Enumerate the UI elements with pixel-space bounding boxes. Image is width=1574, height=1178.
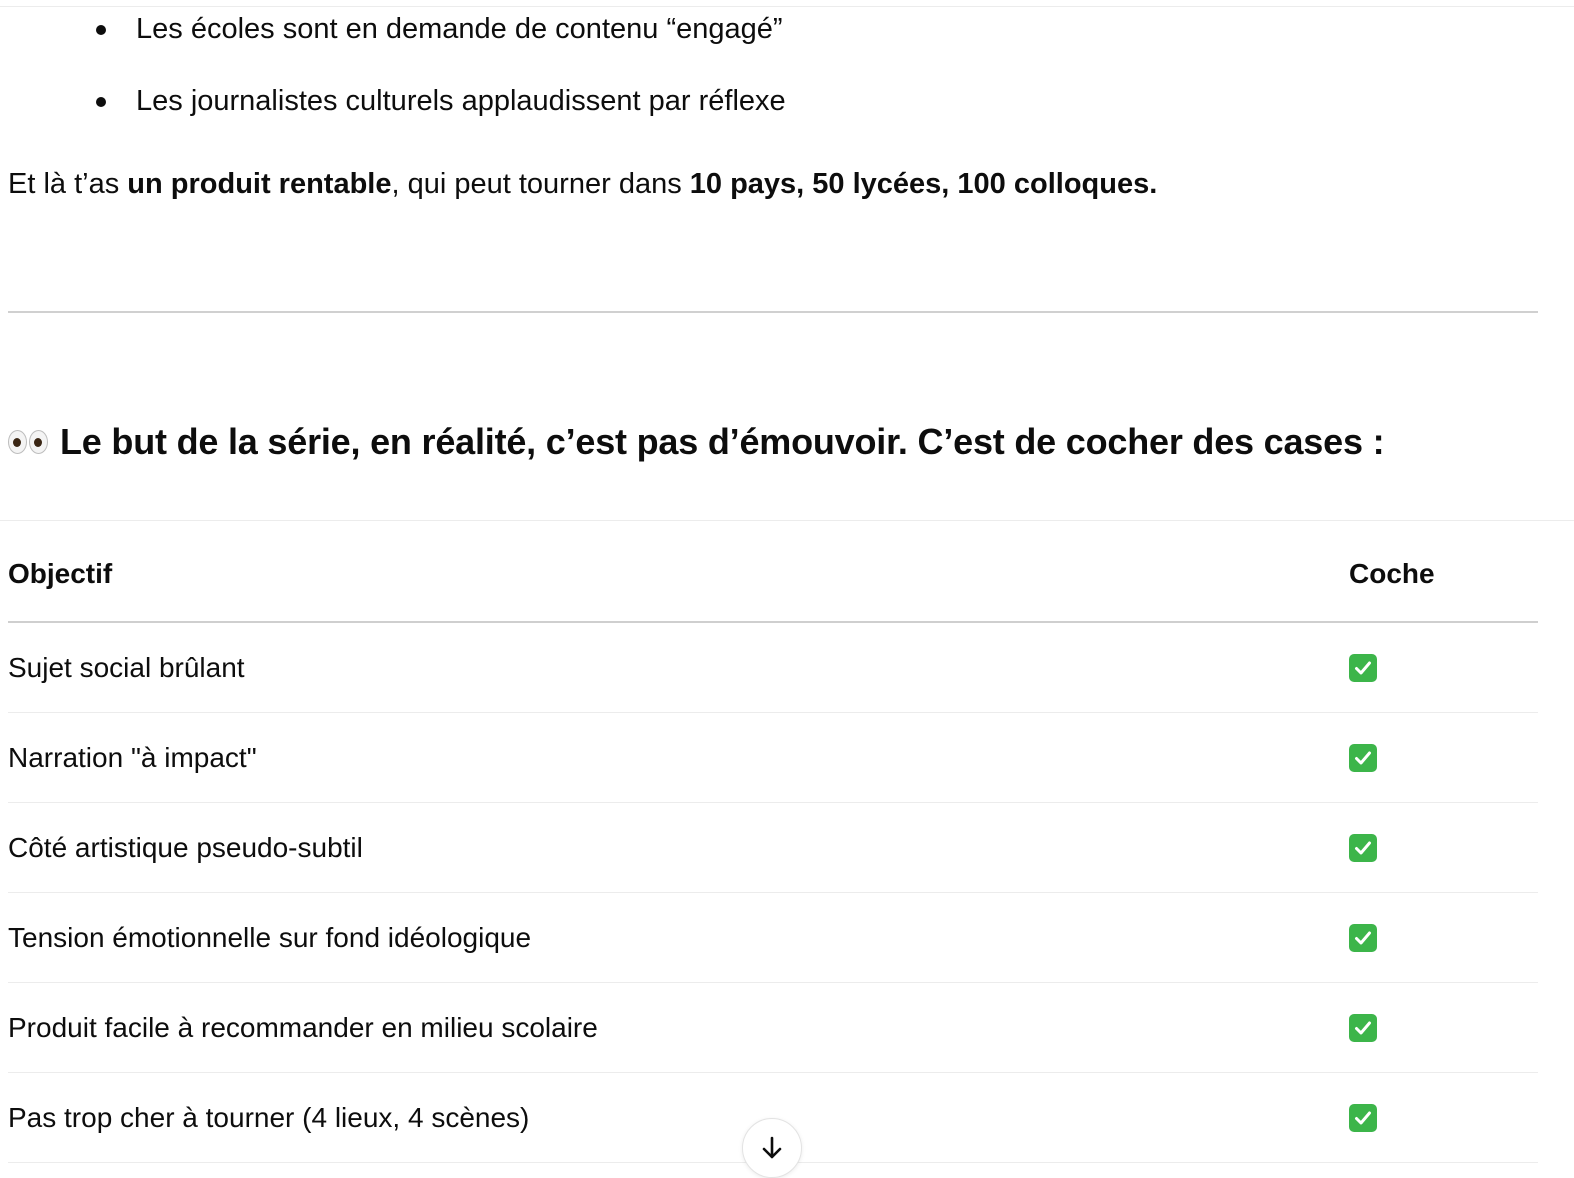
paragraph-bold: un produit rentable (127, 168, 392, 200)
check-box-icon (1349, 654, 1377, 682)
check-box-icon (1349, 834, 1377, 862)
bullet-dot (96, 25, 106, 35)
check-box-icon (1349, 924, 1377, 952)
paragraph-text: Et là t’as (8, 168, 128, 200)
objectif-cell: Tension émotionnelle sur fond idéologique (8, 922, 532, 953)
bullet-item (96, 81, 786, 121)
table-row (8, 713, 1538, 803)
objectif-cell: Sujet social brûlant (8, 652, 245, 683)
bullet-text: Les écoles sont en demande de contenu “engagé” (136, 12, 783, 45)
arrow-down-icon (758, 1134, 786, 1162)
table-row (8, 623, 1538, 713)
table-row (8, 803, 1538, 893)
objectif-cell: Pas trop cher à tourner (4 lieux, 4 scènes) (8, 1102, 530, 1133)
check-box-icon (1349, 1104, 1377, 1132)
bullet-item (96, 9, 783, 49)
check-box-icon (1349, 1014, 1377, 1042)
bullet-text: Les journalistes culturels applaudissent par réflexe (136, 84, 786, 117)
objectif-cell: Narration "à impact" (8, 742, 257, 773)
paragraph-text: , qui peut tourner dans (391, 168, 690, 200)
paragraph-bold: 10 pays, 50 lycées, 100 colloques. (689, 168, 1158, 200)
bullet-dot (96, 97, 106, 107)
table-row (8, 983, 1538, 1073)
section-heading (8, 414, 1384, 470)
eye-right (29, 430, 48, 454)
table-top-divider (0, 520, 1574, 521)
check-box-icon (1349, 744, 1377, 772)
column-header-objectif: Objectif (8, 558, 113, 589)
table-row (8, 893, 1538, 983)
summary-paragraph (8, 168, 1157, 201)
scroll-down-button[interactable] (742, 1118, 802, 1178)
eye-left (8, 430, 27, 454)
heading-text: Le but de la série, en réalité, c’est pas d’émouvoir. C’est de cocher des cases : (60, 421, 1385, 462)
eyes-icon (8, 430, 50, 454)
objectif-cell: Côté artistique pseudo-subtil (8, 832, 363, 863)
top-divider (0, 6, 1574, 7)
section-divider (8, 311, 1538, 313)
objectif-cell: Produit facile à recommander en milieu scolaire (8, 1012, 598, 1043)
column-header-coche: Coche (1349, 558, 1435, 589)
